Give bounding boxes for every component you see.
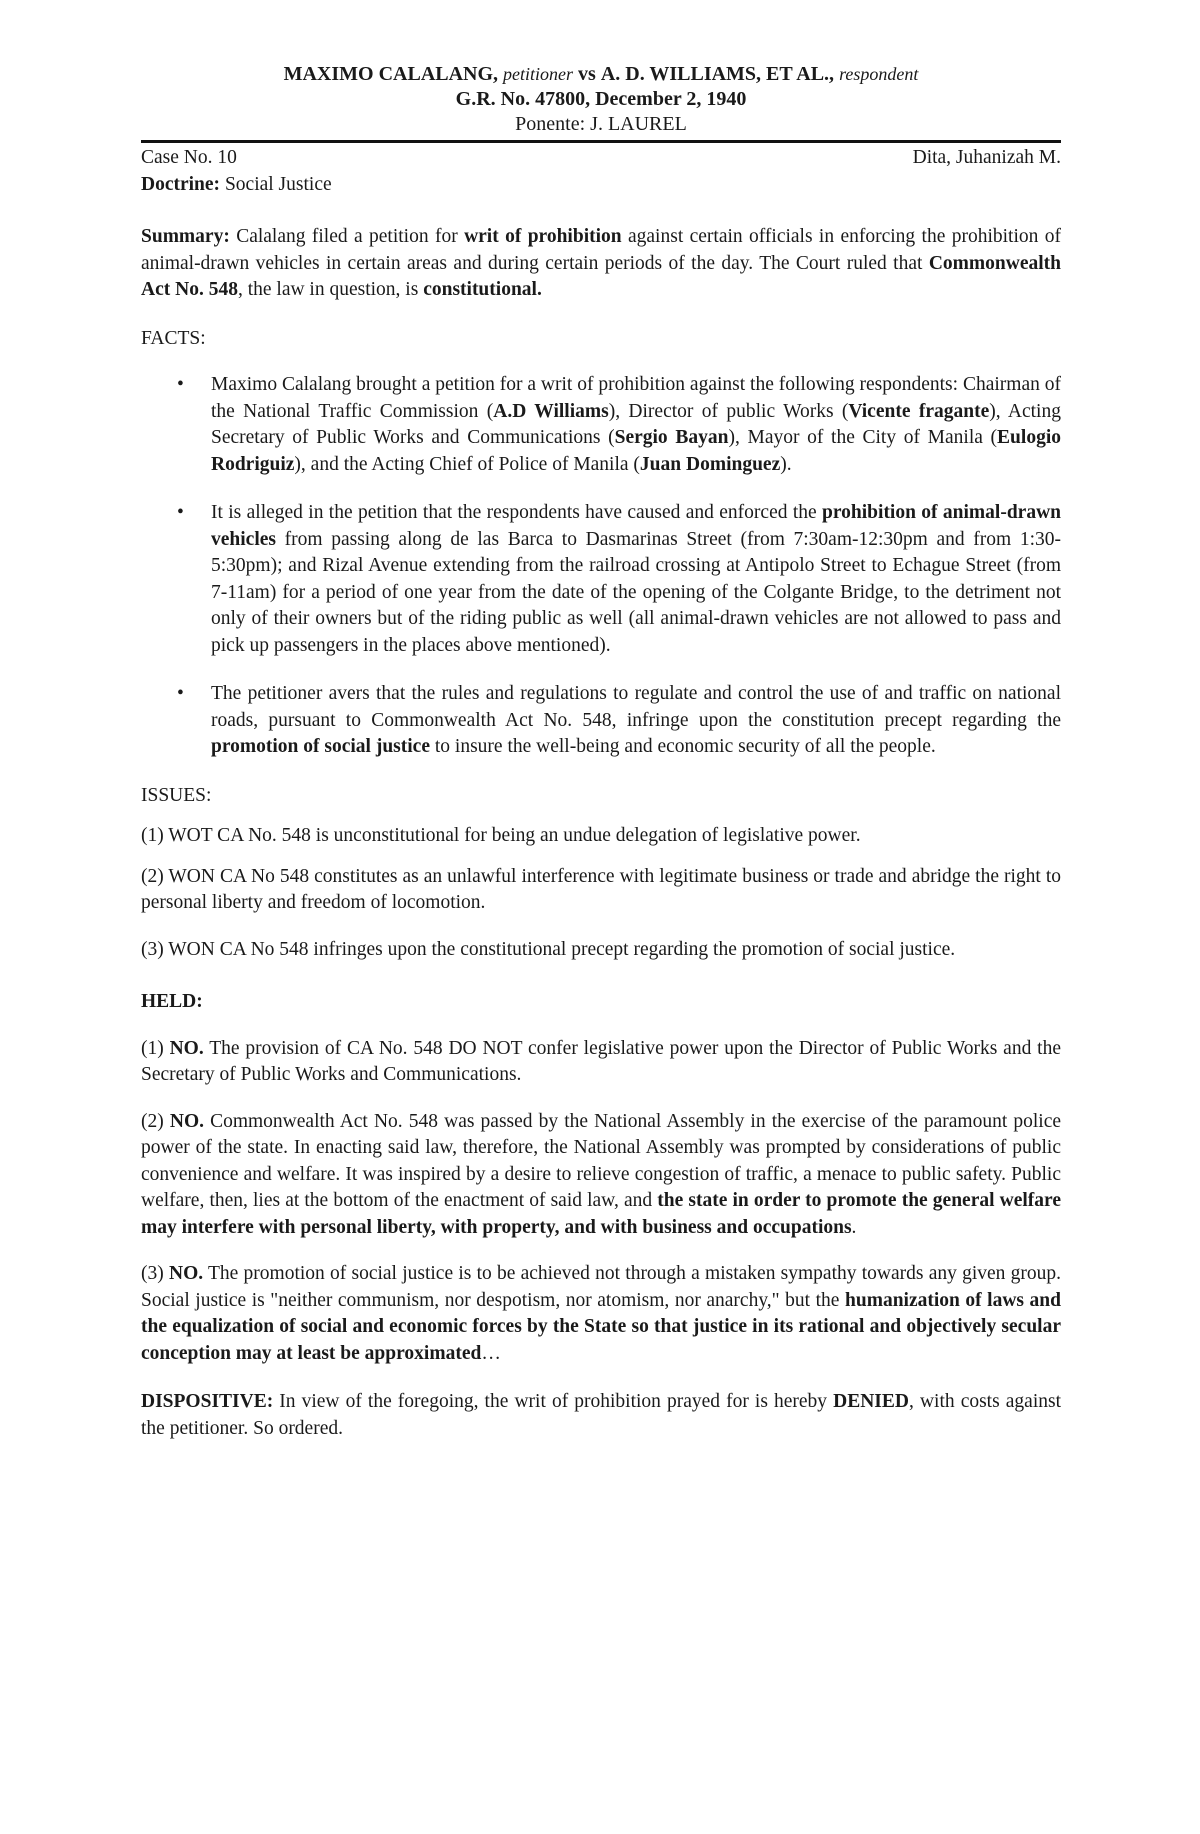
bullet-icon: •	[177, 374, 184, 395]
held-verdict: NO.	[169, 1037, 204, 1059]
fact-text: ), Acting Secretary of Public Works and Communications (	[211, 400, 1061, 448]
fact-text: It is alleged in the petition that the respondents have caused and enforced the	[211, 502, 817, 523]
petitioner-role: petitioner	[503, 64, 574, 84]
author-name: Dita, Juhanizah M.	[912, 147, 1061, 168]
bullet-icon: •	[177, 502, 184, 523]
case-meta-row	[141, 145, 1061, 172]
held-emphasis: the state in order to promote the general welfare may interfere with personal liberty, with property, and with business and occupations	[141, 1190, 1062, 1238]
fact-text: from passing along de las Barca to Dasmarinas Street (from 7:30am-12:30pm and from 1:30-5:30pm); and Rizal Avenue extending from the railroad crossing at Antipolo Street to Echague Street (from 7-11am) for a period of one year from the date of the opening of the Colgante Bridge, to the detriment not only of their owners but of the riding public as well (all animal-drawn vehicles are not allowed to pass and pick up passengers in the places above mentioned).	[211, 528, 1062, 656]
fact-text: Maximo Calalang brought a petition for a writ of prohibition against the following respondents: Chairman of the National Traffic Commission (	[211, 374, 1061, 422]
held-item	[141, 1036, 1061, 1089]
fact-text: ), and the Acting Chief of Police of Manila (	[294, 453, 640, 475]
held-heading: HELD:	[141, 991, 203, 1012]
fact-emphasis: Eulogio Rodriguiz	[211, 427, 1061, 475]
versus: vs	[578, 63, 596, 85]
summary-emphasis: constitutional.	[423, 279, 542, 300]
summary-emphasis: Commonwealth Act No. 548	[141, 252, 1061, 300]
dispositive-paragraph	[141, 1389, 1061, 1442]
fact-emphasis: A.D Williams	[493, 400, 609, 422]
held-text: Commonwealth Act No. 548 was passed by the National Assembly in the exercise of the paramount police power of the state. In enacting said law, therefore, the National Assembly was prompted by considerations of public convenience and welfare. It was inspired by a desire to relieve congestion of traffic, a menace to public safety. Public welfare, then, lies at the bottom of the enactment of said law, and	[141, 1110, 1062, 1211]
gr-number: G.R. No. 47800, December 2, 1940	[455, 88, 747, 110]
fact-text: to insure the well-being and economic security of all the people.	[434, 736, 936, 757]
case-number: Case No. 10	[141, 147, 237, 168]
issue-item: (3) WON CA No 548 infringes upon the constitutional precept regarding the promotion of social justice.	[141, 938, 956, 960]
issue-item: (2) WON CA No 548 constitutes as an unlawful interference with legitimate business or trade and abridge the right to personal liberty and freedom of locomotion.	[141, 865, 1061, 913]
issue-item: (1) WOT CA No. 548 is unconstitutional for being an undue delegation of legislative power.	[141, 825, 861, 846]
issues-heading: ISSUES:	[141, 784, 212, 806]
fact-text: ).	[780, 453, 792, 475]
header-divider	[141, 140, 1061, 143]
held-number: (1)	[141, 1037, 164, 1059]
held-verdict: NO.	[168, 1263, 204, 1284]
fact-emphasis: Juan Dominguez	[639, 453, 781, 475]
fact-emphasis: Sergio Bayan	[614, 427, 729, 448]
summary-paragraph	[141, 224, 1061, 304]
bullet-icon: •	[177, 683, 184, 704]
held-item	[141, 1261, 1061, 1367]
held-text: The provision of CA No. 548 DO NOT confer legislative power upon the Director of Public Works and the Secretary of Public Works and Communications.	[141, 1037, 1061, 1085]
held-text: The promotion of social justice is to be achieved not through a mistaken sympathy towards any given group. Social justice is "neither communism, nor despotism, nor atomism, nor anarchy," but the	[141, 1263, 1062, 1311]
fact-item	[141, 372, 1061, 478]
held-text: .	[851, 1216, 857, 1238]
held-text: …	[481, 1342, 501, 1364]
held-emphasis: humanization of laws and the equalization of social and economic forces by the State so that justice in its rational and objectively secular conception may at least be approximated	[141, 1289, 1062, 1364]
summary-text: , the law in question, is	[237, 279, 419, 300]
fact-item	[141, 681, 1061, 761]
doctrine-line	[141, 172, 1061, 199]
held-number: (3)	[141, 1263, 164, 1284]
held-item	[141, 1109, 1061, 1242]
fact-text: The petitioner avers that the rules and regulations to regulate and control the use of and traffic on national roads, pursuant to Commonwealth Act No. 548, infringe upon the constitution precept regarding the	[211, 683, 1061, 731]
ponente	[141, 112, 1061, 137]
summary-text: against certain officials in enforcing the prohibition of animal-drawn vehicles in certain areas and during certain periods of the day. The Court ruled that	[141, 226, 1062, 274]
fact-emphasis: promotion of social justice	[211, 736, 430, 757]
dispositive-text: , with costs against the petitioner. So ordered.	[141, 1391, 1061, 1439]
summary-text: Calalang filed a petition for	[236, 226, 458, 247]
summary-emphasis: writ of prohibition	[464, 226, 622, 247]
dispositive-emphasis: DENIED	[833, 1391, 909, 1412]
dispositive-label: DISPOSITIVE:	[141, 1391, 274, 1412]
respondent-role: respondent	[839, 64, 919, 84]
facts-list	[141, 372, 1061, 761]
ponente-label: Ponente:	[515, 113, 586, 135]
held-number: (2)	[141, 1110, 164, 1132]
fact-text: ), Director of public Works (	[608, 400, 849, 422]
facts-heading: FACTS:	[141, 327, 206, 349]
petitioner-name: MAXIMO CALALANG,	[283, 63, 499, 85]
case-header	[141, 62, 1061, 137]
respondent-name: A. D. WILLIAMS, ET AL.,	[600, 63, 835, 85]
case-title	[141, 62, 1061, 87]
summary-label: Summary:	[141, 226, 230, 247]
ponente-name: J. LAUREL	[590, 113, 687, 135]
fact-item	[141, 500, 1061, 659]
fact-text: ), Mayor of the City of Manila (	[728, 427, 998, 448]
held-verdict: NO.	[169, 1110, 204, 1132]
fact-emphasis: prohibition of animal-drawn vehicles	[211, 502, 1061, 550]
dispositive-text: In view of the foregoing, the writ of prohibition prayed for is hereby	[279, 1391, 828, 1412]
doctrine-value: Social Justice	[224, 173, 332, 195]
fact-emphasis: Vicente fragante	[848, 400, 990, 422]
case-digest-page	[141, 62, 1061, 1442]
doctrine-label: Doctrine:	[141, 173, 221, 195]
